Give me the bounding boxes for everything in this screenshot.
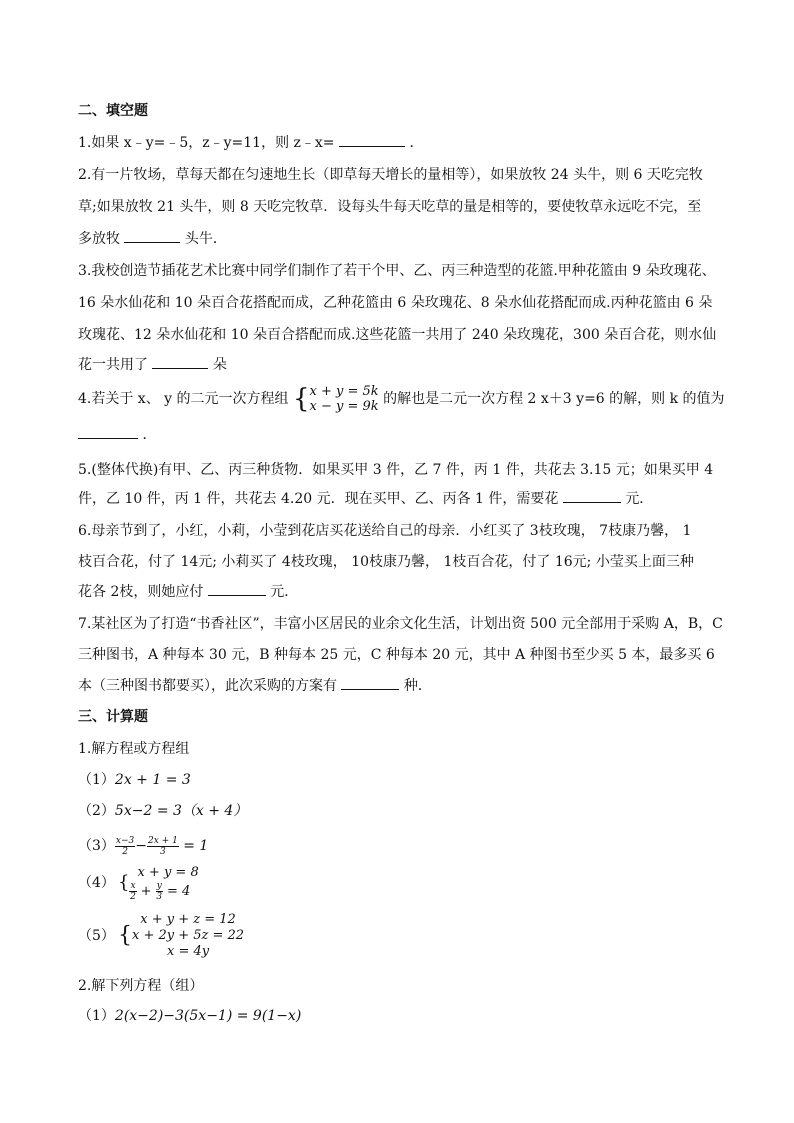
fill-q7-line-3a: 本（三种图书都要买），此次采购的方案有 <box>78 678 337 694</box>
calc-q1-p2-equation: 5x−2 = 3（x + 4） <box>114 803 248 819</box>
fill-q6-line-3b: 元． <box>270 584 299 600</box>
calc-q1-p3-minus: − <box>135 838 147 854</box>
calc-q1-p4-num-y: y <box>156 881 162 891</box>
calc-q1-p2-label: （2） <box>78 803 115 819</box>
calc-q1-p3-rhs: = 1 <box>183 838 209 854</box>
fill-q5-line-2a: 件，乙 10 件，丙 1 件，共花去 4.20 元．现在买甲、乙、丙各 1 件，需要花 <box>78 491 559 507</box>
fill-q5-answer-blank[interactable] <box>563 490 621 503</box>
section-heading-calc: 三、计算题 <box>78 709 148 725</box>
fill-q4-equation-system <box>310 384 379 414</box>
fill-question-2-end <box>78 230 227 248</box>
calc-q1-p4-den-y: 3 <box>156 892 163 902</box>
calc-q1-title: 1.解方程或方程组 <box>78 741 190 757</box>
fill-q2-line-3a: 多放牧 <box>78 231 120 247</box>
calc-q1-p5-system <box>132 912 244 960</box>
system-brace-icon: { <box>118 923 132 948</box>
fill-q4-eq2: x − y = 9k <box>309 399 379 414</box>
calc-q1-p3-label: （3） <box>78 838 115 854</box>
calc-q1-part-5 <box>78 912 244 960</box>
calc-q1-p5-eq1: x + y + z = 12 <box>140 912 236 927</box>
fill-q3-line-2: 16 朵水仙花和 10 朵百合花搭配而成，乙种花篮由 6 朵玫瑰花、8 朵水仙花搭配而成.丙种花篮由 6 朵 <box>78 295 713 311</box>
calc-q1-p5-label: （5） <box>78 928 115 944</box>
section-heading-fill: 二、填空题 <box>78 103 148 119</box>
fill-q4-end: ． <box>142 427 157 443</box>
system-brace-icon: { <box>292 384 310 414</box>
fill-q1-text: 1.如果 x﹣y=﹣5，z﹣y=11，则 z﹣x= <box>78 135 335 151</box>
fill-question-7-end <box>78 677 432 695</box>
calc-q1-p4-den-x: 2 <box>130 892 136 902</box>
fill-q3-line-1: 3.我校创造节插花艺术比赛中同学们制作了若干个甲、乙、丙三种造型的花篮.甲种花篮由 9 朵玫瑰花、 <box>78 263 716 279</box>
calc-q1-p4-fraction-x <box>129 881 136 902</box>
fill-question-3-end <box>78 356 227 374</box>
fill-q1-end: ． <box>409 135 424 151</box>
calc-q1-part-3 <box>78 834 208 858</box>
fill-q6-line-2: 枝百合花，付了 14元; 小莉买了 4枝玫瑰， 10枝康乃馨， 1枝百合花，付了 16元; 小莹买上面三种 <box>78 554 694 570</box>
fill-q2-answer-blank[interactable] <box>124 230 180 243</box>
calc-q1-p4-num-x: x <box>130 881 136 891</box>
fill-q6-answer-blank[interactable] <box>208 583 266 596</box>
calc-q2-p1-label: （1） <box>78 1008 115 1024</box>
calc-q1-p3-fraction-1 <box>115 836 135 857</box>
calc-q1-p3-fraction-2 <box>147 836 179 857</box>
calc-q1-p3-den-1: 2 <box>122 846 128 857</box>
calc-q2-part-1 <box>78 1007 301 1025</box>
calc-q1-p4-rhs: = 4 <box>166 884 191 899</box>
calc-q1-p4-eq2 <box>129 881 198 902</box>
calc-q2-title: 2.解下列方程（组） <box>78 978 204 994</box>
fill-q4-answer-blank[interactable] <box>78 426 138 439</box>
fill-q7-line-3b: 种． <box>403 678 432 694</box>
calc-q1-p3-num-1: x−3 <box>115 835 135 846</box>
calc-q2-p1-equation: 2(x−2)−3(5x−1) = 9(1−x) <box>114 1008 302 1024</box>
fill-q7-line-1: 7.某社区为了打造“书香社区”，丰富小区居民的业余文化生活，计划出资 500 元全部用于采购 A，B，C <box>78 616 723 632</box>
calc-q1-p3-num-2: 2x + 1 <box>148 835 178 846</box>
calc-q1-p4-eq1: x + y = 8 <box>137 865 199 880</box>
calc-q1-p1-equation: 2x + 1 = 3 <box>114 772 191 788</box>
calc-q1-p4-plus: + <box>140 884 152 899</box>
fill-q4-eq1: x + y = 5k <box>309 384 379 399</box>
fill-q6-line-1: 6.母亲节到了，小红，小莉，小莹到花店买花送给自己的母亲．小红买了 3枝玫瑰， 7枝康乃馨， 1 <box>78 523 692 539</box>
fill-q5-line-1: 5.(整体代换)有甲、乙、丙三种货物．如果买甲 3 件，乙 7 件，丙 1 件，共花去 3.15 元；如果买甲 4 <box>78 462 714 478</box>
fill-question-5-end <box>78 490 653 508</box>
fill-q2-line-3b: 头牛． <box>184 231 227 247</box>
fill-q6-line-3a: 花各 2枝，则她应付 <box>78 584 204 600</box>
fill-question-6-end <box>78 583 298 601</box>
calc-q1-p4-system <box>129 864 198 902</box>
fill-q5-line-2b: 元． <box>625 491 654 507</box>
fill-q3-line-3: 玫瑰花、12 朵水仙花和 10 朵百合搭配而成.这些花篮一共用了 240 朵玫瑰花，300 朵百合花，则水仙 <box>78 327 717 343</box>
calc-q1-part-4 <box>78 864 199 902</box>
calc-q1-p3-den-2: 3 <box>160 846 166 857</box>
fill-q3-line-4b: 朵 <box>212 357 227 373</box>
calc-q1-part-1 <box>78 771 191 789</box>
calc-q1-part-2 <box>78 802 247 820</box>
fill-question-1 <box>78 134 423 152</box>
calc-q1-p5-eq2: x + 2y + 5z = 22 <box>132 928 245 943</box>
fill-q3-line-4a: 花一共用了 <box>78 357 148 373</box>
fill-question-4 <box>78 384 725 414</box>
system-brace-icon: { <box>118 872 130 893</box>
fill-q4-text-b: 的解也是二元一次方程 2 x＋3 y=6 的解，则 k 的值为 <box>383 391 725 407</box>
fill-question-4-end <box>78 426 156 444</box>
fill-q1-answer-blank[interactable] <box>339 134 405 147</box>
calc-q1-p5-eq3: x = 4y <box>166 944 210 959</box>
fill-q2-line-2: 草;如果放牧 21 头牛，则 8 天吃完牧草．设每头牛每天吃草的量是相等的，要使牧草永远吃不完，至 <box>78 199 702 215</box>
calc-q1-p4-label: （4） <box>78 875 115 891</box>
calc-q1-p1-label: （1） <box>78 772 115 788</box>
fill-q2-line-1: 2.有一片牧场，草每天都在匀速地生长（即草每天增长的量相等），如果放牧 24 头牛，则 6 天吃完牧 <box>78 167 703 183</box>
calc-q1-p4-fraction-y <box>156 881 163 902</box>
fill-q4-text-a: 4.若关于 x、 y 的二元一次方程组 <box>78 391 289 407</box>
fill-q7-line-2: 三种图书，A 种每本 30 元，B 种每本 25 元，C 种每本 20 元，其中 A 种图书至少买 5 本，最多买 6 <box>78 647 715 663</box>
fill-q3-answer-blank[interactable] <box>152 356 208 369</box>
fill-q7-answer-blank[interactable] <box>341 677 399 690</box>
